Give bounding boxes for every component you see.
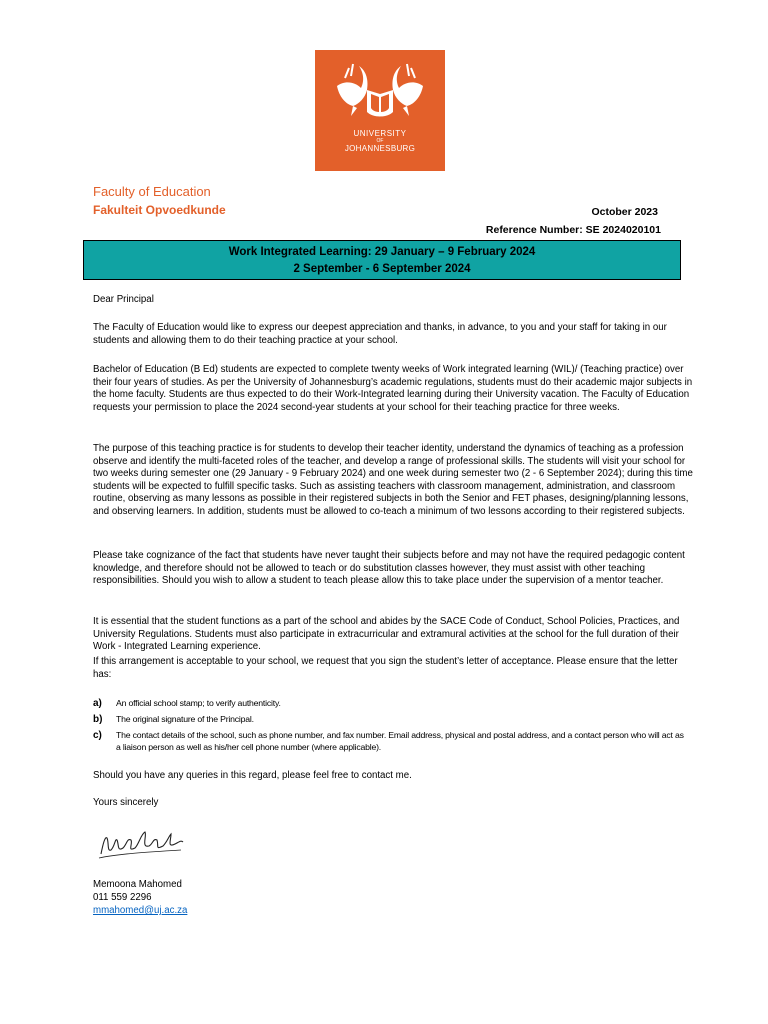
closing: Yours sincerely <box>93 797 159 808</box>
signature-icon <box>97 824 187 864</box>
reference-number: Reference Number: SE 2024020101 <box>485 224 661 236</box>
list-text: An official school stamp; to verify authenticity. <box>116 698 281 708</box>
email-link[interactable]: mmahomed@uj.ac.za <box>93 905 188 916</box>
paragraph-queries: Should you have any queries in this regard, please feel free to contact me. <box>93 770 412 781</box>
logo-line-1: UNIVERSITY <box>353 129 407 138</box>
university-logo <box>315 50 445 171</box>
paragraph-cognizance: Please take cognizance of the fact that students have never taught their subjects before and may not have the required pedagogic content knowledge, and therefore should not be allowed to teach or do substitution classes however, they must assist with other teaching responsibilities. Should you wish to allow a student to teach please allow this to take place under the supervision of a mentor teacher. <box>93 550 685 586</box>
signatory-name: Memoona Mahomed <box>93 879 182 890</box>
paragraph-appreciation: The Faculty of Education would like to express our deepest appreciation and thanks, in advance, to you and your staff for taking in our students and allowing them to do their teaching practice at your school. <box>93 322 667 346</box>
paragraph-sace-conduct: It is essential that the student functions as a part of the school and abides by the SACE Code of Conduct, School Policies, Practices, and University Regulations. Students must also participate in extracurricular and extramural activities at the school for the full duration of their Work - Integrated Learning experience. <box>93 616 680 652</box>
paragraph-purpose: The purpose of this teaching practice is for students to develop their teacher identity, understand the dynamics of teaching as a profession observe and identify the multi-faceted roles of the teacher, and develop a range of professional skills. The students will visit your school for two weeks during semester one (29 January - 9 February 2024) and one week during semester two (2 - 6 September 2024); during this time students will be expected to fulfill specific tasks. Such as assisting teachers with classroom management, administration, and classroom routine, observing as many lessons as possible in their registered subjects in both the Senior and FET phases, designing/planning lessons, and observing learners. In addition, students must be allowed to co-teach a minimum of two lessons according to their registered subjects. <box>93 443 693 517</box>
list-text: The original signature of the Principal. <box>116 714 254 724</box>
list-marker: a) <box>93 698 102 709</box>
faculty-name-afrikaans: Fakulteit Opvoedkunde <box>93 203 226 217</box>
list-text: The contact details of the school, such as phone number, and fax number. Email address, physical and postal address, and a contact person who will act as a liaison person as well as his/her cell phone number (where applicable). <box>116 730 684 752</box>
salutation: Dear Principal <box>93 294 154 305</box>
list-marker: c) <box>93 730 102 741</box>
logo-line-3: JOHANNESBURG <box>344 144 416 153</box>
signatory-phone: 011 559 2296 <box>93 892 152 903</box>
banner-line-2: 2 September - 6 September 2024 <box>293 263 471 275</box>
paragraph-bed-requirements: Bachelor of Education (B Ed) students are expected to complete twenty weeks of Work integrated learning (WIL)/ (Teaching practice) over their four years of studies. As per the University of Johannesburg’s academic regulations, students must do their academic major subjects in the home faculty. Students are thus expected to do their Work-Integrated learning during their University vacation. The Faculty of Education requests your permission to place the 2024 second-year students at your school for their teaching practice for three weeks. <box>93 364 693 413</box>
faculty-name-english: Faculty of Education <box>93 184 211 199</box>
logo-line-2: OF <box>376 138 384 144</box>
list-marker: b) <box>93 714 103 725</box>
paragraph-acceptance: If this arrangement is acceptable to your school, we request that you sign the student’s letter of acceptance. Please ensure that the letter has: <box>93 656 678 680</box>
banner-line-1: Work Integrated Learning: 29 January – 9 February 2024 <box>228 246 536 258</box>
wil-dates-banner <box>83 240 681 280</box>
letter-date: October 2023 <box>591 206 658 218</box>
signatory-email-line <box>93 905 693 918</box>
